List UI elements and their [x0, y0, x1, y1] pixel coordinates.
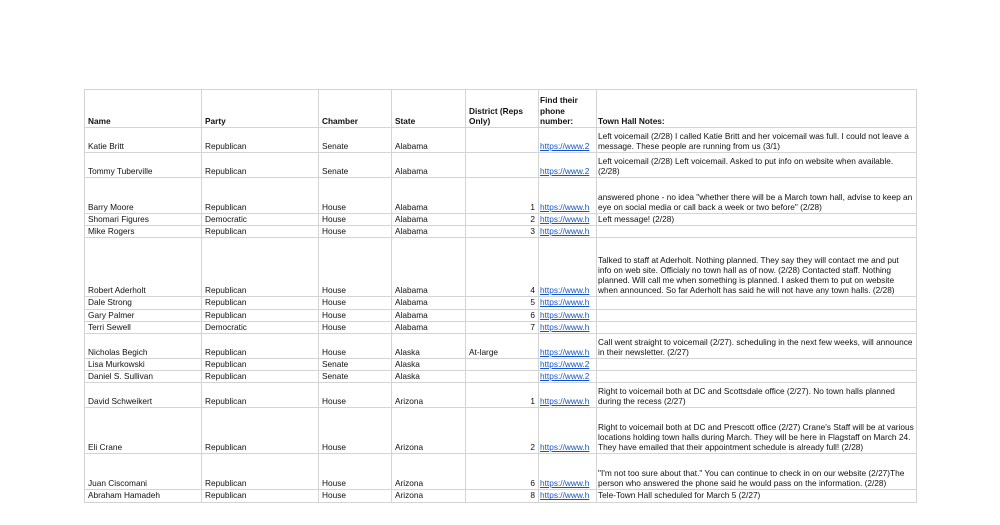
- cell-name: Barry Moore: [85, 178, 202, 214]
- cell-party: Republican: [202, 226, 319, 238]
- header-phone: Find their phone number:: [539, 90, 597, 128]
- cell-state: Arizona: [392, 454, 466, 490]
- cell-name: Shomari Figures: [85, 214, 202, 226]
- cell-chamber: House: [319, 334, 392, 359]
- cell-district: 7: [466, 321, 539, 333]
- phone-link[interactable]: https://www.h: [539, 408, 597, 454]
- cell-notes: answered phone - no idea "whether there will be a March town hall, advise to keep an eye on social media or call back a week or two before" (2/28): [597, 178, 917, 214]
- cell-district: 1: [466, 383, 539, 408]
- cell-district: 5: [466, 297, 539, 309]
- phone-link[interactable]: https://www.h: [539, 226, 597, 238]
- cell-chamber: Senate: [319, 359, 392, 371]
- cell-name: Abraham Hamadeh: [85, 490, 202, 502]
- phone-link[interactable]: https://www.h: [539, 238, 597, 297]
- cell-chamber: House: [319, 454, 392, 490]
- header-district: District (Reps Only): [466, 90, 539, 128]
- cell-party: Democratic: [202, 214, 319, 226]
- cell-state: Arizona: [392, 490, 466, 502]
- header-chamber: Chamber: [319, 90, 392, 128]
- phone-link[interactable]: https://www.h: [539, 334, 597, 359]
- cell-district: 6: [466, 454, 539, 490]
- phone-link[interactable]: https://www.h: [539, 454, 597, 490]
- cell-name: Katie Britt: [85, 128, 202, 153]
- header-state: State: [392, 90, 466, 128]
- cell-chamber: Senate: [319, 153, 392, 178]
- cell-notes: Left message! (2/28): [597, 214, 917, 226]
- table-row: [85, 408, 917, 454]
- phone-link[interactable]: https://www.h: [539, 383, 597, 408]
- table-row: [85, 371, 917, 383]
- cell-notes: Left voicemail (2/28) Left voicemail. Asked to put info on website when available. (2/28): [597, 153, 917, 178]
- cell-state: Alabama: [392, 214, 466, 226]
- cell-district: [466, 153, 539, 178]
- cell-name: Daniel S. Sullivan: [85, 371, 202, 383]
- table-row: [85, 334, 917, 359]
- cell-party: Republican: [202, 371, 319, 383]
- cell-district: 4: [466, 238, 539, 297]
- phone-link[interactable]: https://www.h: [539, 178, 597, 214]
- cell-state: Alabama: [392, 226, 466, 238]
- header-row: [85, 90, 917, 128]
- header-notes: Town Hall Notes:: [597, 90, 917, 128]
- cell-party: Republican: [202, 238, 319, 297]
- phone-link[interactable]: https://www.h: [539, 321, 597, 333]
- cell-name: Nicholas Begich: [85, 334, 202, 359]
- cell-chamber: House: [319, 309, 392, 321]
- cell-party: Republican: [202, 490, 319, 502]
- cell-state: Alaska: [392, 371, 466, 383]
- table-row: [85, 128, 917, 153]
- cell-state: Alaska: [392, 334, 466, 359]
- cell-district: 8: [466, 490, 539, 502]
- cell-state: Alabama: [392, 321, 466, 333]
- cell-party: Republican: [202, 309, 319, 321]
- cell-party: Democratic: [202, 321, 319, 333]
- cell-notes: [597, 226, 917, 238]
- cell-name: Eli Crane: [85, 408, 202, 454]
- table-row: [85, 297, 917, 309]
- phone-link[interactable]: https://www.h: [539, 490, 597, 502]
- cell-chamber: House: [319, 297, 392, 309]
- table-row: [85, 359, 917, 371]
- cell-chamber: House: [319, 408, 392, 454]
- cell-chamber: House: [319, 238, 392, 297]
- phone-link[interactable]: https://www.2: [539, 371, 597, 383]
- cell-notes: [597, 309, 917, 321]
- cell-notes: Right to voicemail both at DC and Scottsdale office (2/27). No town halls planned during the recess (2/27): [597, 383, 917, 408]
- cell-notes: [597, 321, 917, 333]
- cell-chamber: House: [319, 226, 392, 238]
- cell-party: Republican: [202, 359, 319, 371]
- cell-district: [466, 371, 539, 383]
- table-row: [85, 214, 917, 226]
- cell-chamber: Senate: [319, 371, 392, 383]
- cell-district: 2: [466, 408, 539, 454]
- cell-state: Arizona: [392, 383, 466, 408]
- cell-party: Republican: [202, 408, 319, 454]
- cell-state: Alabama: [392, 178, 466, 214]
- cell-name: David Schweikert: [85, 383, 202, 408]
- table-row: [85, 454, 917, 490]
- cell-district: 6: [466, 309, 539, 321]
- cell-notes: Talked to staff at Aderholt. Nothing planned. They say they will contact me and put info on web site. Officialy no town hall as of now. (2/28) Contacted staff. Nothing planned. Will call me when something is planned. I asked them to put on website when announced. So far Aderholt has said he will not have any town halls. (2/28): [597, 238, 917, 297]
- cell-state: Alabama: [392, 128, 466, 153]
- cell-name: Lisa Murkowski: [85, 359, 202, 371]
- cell-party: Republican: [202, 454, 319, 490]
- cell-name: Terri Sewell: [85, 321, 202, 333]
- table-row: [85, 153, 917, 178]
- cell-state: Arizona: [392, 408, 466, 454]
- cell-name: Mike Rogers: [85, 226, 202, 238]
- table-row: [85, 226, 917, 238]
- cell-state: Alabama: [392, 238, 466, 297]
- cell-state: Alabama: [392, 153, 466, 178]
- cell-chamber: House: [319, 214, 392, 226]
- cell-notes: [597, 371, 917, 383]
- phone-link[interactable]: https://www.h: [539, 214, 597, 226]
- table-row: [85, 178, 917, 214]
- cell-chamber: House: [319, 383, 392, 408]
- header-name: Name: [85, 90, 202, 128]
- cell-district: 3: [466, 226, 539, 238]
- table-row: [85, 238, 917, 297]
- cell-notes: [597, 359, 917, 371]
- cell-district: 1: [466, 178, 539, 214]
- cell-party: Republican: [202, 128, 319, 153]
- phone-link[interactable]: https://www.h: [539, 297, 597, 309]
- cell-name: Tommy Tuberville: [85, 153, 202, 178]
- phone-link[interactable]: https://www.2: [539, 128, 597, 153]
- cell-party: Republican: [202, 334, 319, 359]
- cell-district: At-large: [466, 334, 539, 359]
- cell-party: Republican: [202, 297, 319, 309]
- cell-district: [466, 359, 539, 371]
- cell-notes: Right to voicemail both at DC and Prescott office (2/27) Crane's Staff will be at various locations holding town halls during March. They will be here in Flagstaff on March 24. They have emailed that their appointment schedule is already full! (2/28): [597, 408, 917, 454]
- cell-district: [466, 128, 539, 153]
- phone-link[interactable]: https://www.2: [539, 359, 597, 371]
- table-row: [85, 309, 917, 321]
- table-row: [85, 383, 917, 408]
- cell-notes: Tele-Town Hall scheduled for March 5 (2/27): [597, 490, 917, 502]
- cell-state: Alabama: [392, 297, 466, 309]
- cell-notes: Left voicemail (2/28) I called Katie Britt and her voicemail was full. I could not leave a message. These people are running from us (3/1): [597, 128, 917, 153]
- cell-district: 2: [466, 214, 539, 226]
- cell-chamber: House: [319, 490, 392, 502]
- cell-party: Republican: [202, 153, 319, 178]
- table-row: [85, 321, 917, 333]
- cell-notes: "I'm not too sure about that." You can continue to check in on our website (2/27)The person who answered the phone said he would pass on the information. (2/28): [597, 454, 917, 490]
- cell-chamber: House: [319, 178, 392, 214]
- cell-notes: Call went straight to voicemail (2/27). scheduling in the next few weeks, will announce in their newsletter. (2/27): [597, 334, 917, 359]
- cell-state: Alaska: [392, 359, 466, 371]
- cell-name: Dale Strong: [85, 297, 202, 309]
- cell-party: Republican: [202, 178, 319, 214]
- cell-party: Republican: [202, 383, 319, 408]
- cell-state: Alabama: [392, 309, 466, 321]
- cell-name: Gary Palmer: [85, 309, 202, 321]
- cell-notes: [597, 297, 917, 309]
- town-hall-table: [84, 89, 917, 503]
- phone-link[interactable]: https://www.h: [539, 309, 597, 321]
- cell-name: Juan Ciscomani: [85, 454, 202, 490]
- header-party: Party: [202, 90, 319, 128]
- cell-chamber: Senate: [319, 128, 392, 153]
- cell-chamber: House: [319, 321, 392, 333]
- cell-name: Robert Aderholt: [85, 238, 202, 297]
- table-row: [85, 490, 917, 502]
- phone-link[interactable]: https://www.2: [539, 153, 597, 178]
